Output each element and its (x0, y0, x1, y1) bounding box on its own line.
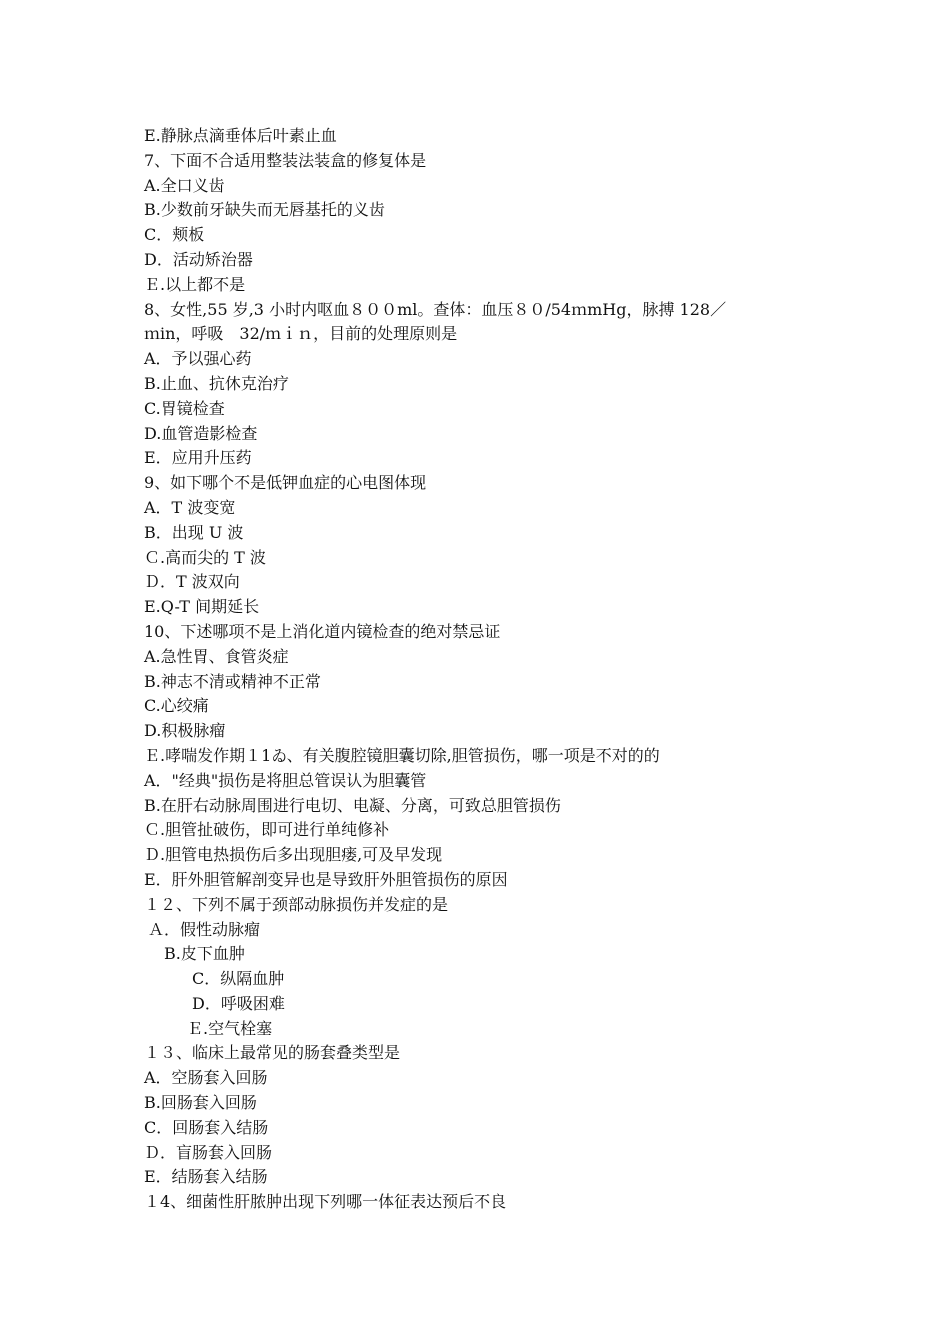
option-line: Ｄ．T 波双向 (144, 572, 240, 592)
option-line: Ｄ.胆管电热损伤后多出现胆瘘,可及早发现 (144, 845, 443, 865)
option-line: Ｃ.高而尖的 T 波 (144, 547, 266, 567)
option-line: Ｄ．盲肠套入回肠 (144, 1142, 273, 1162)
option-line: D．活动矫治器 (144, 249, 253, 269)
option-line: C.心绞痛 (144, 696, 209, 716)
document-body (144, 124, 814, 1215)
option-line: Ｃ.胆管扯破伤，即可进行单纯修补 (144, 820, 390, 840)
option-line: C.胃镜检查 (144, 398, 225, 418)
option-line: C．回肠套入结肠 (144, 1117, 269, 1137)
option-line: E．结肠套入结肠 (144, 1167, 268, 1187)
option-line: Ｅ.哮喘发作期１1ゐ、有关腹腔镜胆囊切除,胆管损伤，哪一项是不对的的 (144, 745, 660, 765)
option-line: A．"经典"损伤是将胆总管误认为胆囊管 (144, 770, 427, 790)
question-line: １4、细菌性肝脓肿出现下列哪一体征表达预后不良 (144, 1192, 507, 1212)
option-line: A.急性胃、食管炎症 (144, 646, 289, 666)
option-line: E．应用升压药 (144, 448, 252, 468)
option-line: A.全口义齿 (144, 175, 225, 195)
option-line: C．颊板 (144, 225, 205, 245)
option-line: B.回肠套入回肠 (144, 1093, 257, 1113)
option-line: E．肝外胆管解剖变异也是导致肝外胆管损伤的原因 (144, 869, 508, 889)
option-line: A．予以强心药 (144, 349, 252, 369)
option-line: D.积极脉瘤 (144, 721, 226, 741)
option-line: D.血管造影检查 (144, 423, 258, 443)
option-line: Ａ．假性动脉瘤 (148, 919, 261, 939)
option-line: D．呼吸困难 (192, 993, 285, 1013)
question-line: 7、下面不合适用整装法装盒的修复体是 (144, 150, 427, 170)
option-line: E.静脉点滴垂体后叶素止血 (144, 126, 337, 145)
option-line: B.神志不清或精神不正常 (144, 671, 321, 691)
option-line: E.Q-T 间期延长 (144, 597, 260, 617)
option-line: B．出现 U 波 (144, 522, 244, 542)
question-line: 9、如下哪个不是低钾血症的心电图体现 (144, 473, 427, 493)
question-line: ｍin，呼吸 32/ｍｉｎ，目前的处理原则是 (144, 324, 458, 344)
option-line: B.止血、抗休克治疗 (144, 373, 289, 393)
question-line: １３、临床上最常见的肠套叠类型是 (144, 1043, 401, 1063)
question-line: 8、女性,55 岁,3 小时内呕血８００ml。查体：血压８０/54ｍmHg，脉搏 128／ (144, 299, 727, 319)
option-line: Ｅ.以上都不是 (144, 274, 246, 294)
question-line: １２、下列不属于颈部动脉损伤并发症的是 (144, 894, 449, 914)
option-line: B.在肝右动脉周围进行电切、电凝、分离，可致总胆管损伤 (144, 795, 561, 815)
option-line: C．纵隔血肿 (192, 969, 285, 989)
option-line: Ｅ.空气栓塞 (187, 1018, 273, 1038)
option-line: A．T 波变宽 (144, 497, 236, 517)
option-line: B.少数前牙缺失而无唇基托的义齿 (144, 200, 385, 220)
option-line: A．空肠套入回肠 (144, 1068, 268, 1088)
option-line: B.皮下血肿 (164, 944, 245, 964)
question-line: 10、下述哪项不是上消化道内镜检查的绝对禁忌证 (144, 621, 501, 641)
